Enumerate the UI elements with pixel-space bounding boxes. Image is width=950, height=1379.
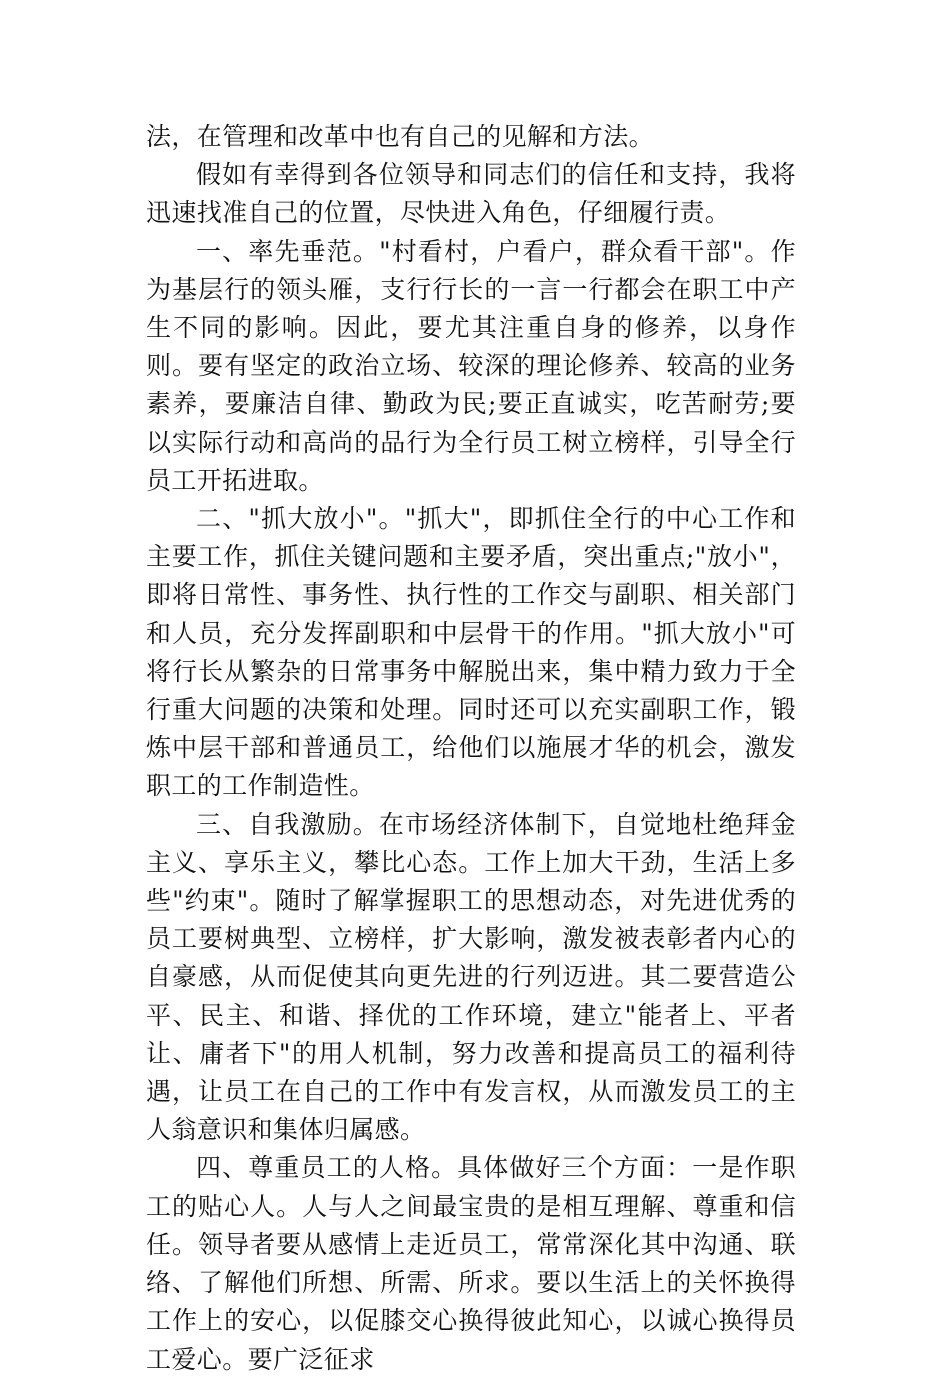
paragraph-point-one: 一、率先垂范。"村看村，户看户，群众看干部"。作为基层行的领头雁，支行行长的一言一行都会在职工中产生不同的影响。因此，要尤其注重自身的修养，以身作则。要有坚定的政治立场、较深的理论修养、较高的业务素养，要廉洁自律、勤政为民;要正直诚实，吃苦耐劳;要以实际行动和高尚的品行为全行员工树立榜样，引导全行员工开拓进取。 <box>146 236 796 495</box>
paragraph-point-two: 二、"抓大放小"。"抓大"，即抓住全行的中心工作和主要工作，抓住关键问题和主要矛盾，突出重点;"放小"，即将日常性、事务性、执行性的工作交与副职、相关部门和人员，充分发挥副职和中层骨干的作用。"抓大放小"可将行长从繁杂的日常事务中解脱出来，集中精力致力于全行重大问题的决策和处理。同时还可以充实副职工作，锻炼中层干部和普通员工，给他们以施展才华的机会，激发职工的工作制造性。 <box>146 504 796 801</box>
paragraph-point-three: 三、自我激励。在市场经济体制下，自觉地杜绝拜金主义、享乐主义，攀比心态。工作上加大干劲，生活上多些"约束"。随时了解掌握职工的思想动态，对先进优秀的员工要树典型、立榜样，扩大影响，激发被表彰者内心的自豪感，从而促使其向更先进的行列迈进。其二要营造公平、民主、和谐、择优的工作环境，建立"能者上、平者让、庸者下"的用人机制，努力改善和提高员工的福利待遇，让员工在自己的工作中有发言权，从而激发员工的主人翁意识和集体归属感。 <box>146 809 796 1145</box>
paragraph-intro: 假如有幸得到各位领导和同志们的信任和支持，我将迅速找准自己的位置，尽快进入角色，仔细履行责。 <box>146 160 796 228</box>
paragraph-continuation: 法，在管理和改革中也有自己的见解和方法。 <box>146 122 655 151</box>
document-body <box>146 118 796 1379</box>
paragraph-point-four: 四、尊重员工的人格。具体做好三个方面：一是作职工的贴心人。人与人之间最宝贵的是相互理解、尊重和信任。领导者要从感情上走近员工，常常深化其中沟通、联络、了解他们所想、所需、所求。要以生活上的关怀换得工作上的安心，以促膝交心换得彼此知心，以诚心换得员工爱心。要广泛征求 <box>146 1153 796 1374</box>
